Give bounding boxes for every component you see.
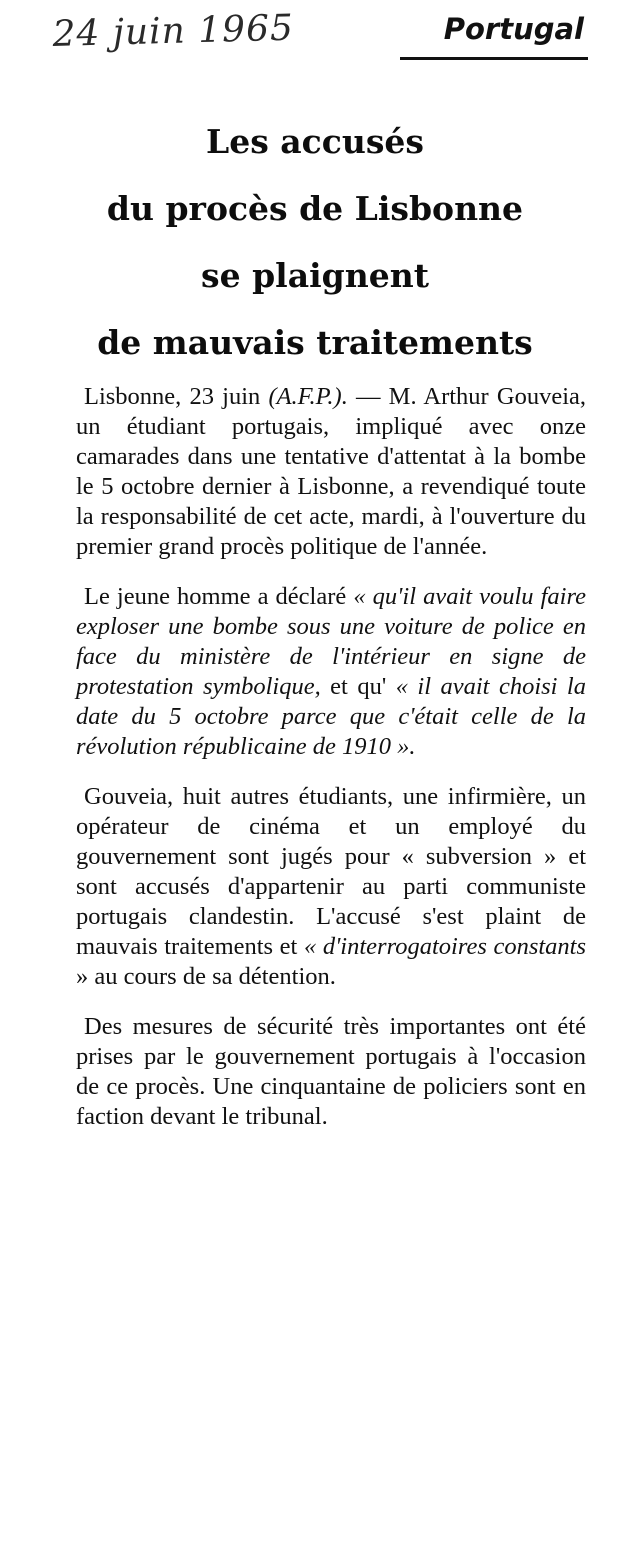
paragraph-4 (76, 1012, 586, 1132)
quote: « d'interrogatoires constants (303, 933, 586, 960)
paragraph-text: Le jeune homme a déclaré (84, 583, 354, 610)
paragraph-text: — M. Arthur Gouveia, un étudiant portugais, impliqué avec onze camarades dans une tentative d'attentat à la bombe le 5 octobre dernier à Lisbonne, a revendiqué toute la responsabilité de cet acte, mardi, à l'ouverture du premier grand procès politique de l'année. (76, 383, 587, 560)
paragraph-1 (76, 382, 586, 562)
headline-line: de mauvais traitements (97, 323, 533, 362)
paragraph-text: et qu' (320, 673, 396, 700)
headline-line: du procès de Lisbonne (106, 189, 524, 228)
agency-credit: (A.F.P.). (268, 383, 348, 410)
paragraph-text: Des mesures de sécurité très importantes ont été prises par le gouvernement portugais à l'occasion de ce procès. Une cinquantaine de policiers sont en faction devant le tribunal. (76, 1013, 586, 1130)
paragraph-text: » au cours de sa détention. (76, 963, 336, 990)
headline-line: se plaignent (201, 256, 429, 295)
quote: « il avait choisi la date du 5 octobre parce que c'était celle de la révolution républicaine de 1910 ». (76, 673, 586, 760)
section-rule (400, 57, 588, 60)
section-label: Portugal (443, 12, 584, 46)
dateline: Lisbonne, 23 juin (84, 383, 269, 410)
headline-line: Les accusés (206, 122, 424, 161)
handwritten-date: 24 juin 1965 (52, 7, 295, 55)
quote: « qu'il avait voulu faire exploser une bombe sous une voiture de police en face du ministère de l'intérieur en signe de protestation symbolique, (76, 583, 586, 700)
paragraph-text: Gouveia, huit autres étudiants, une infirmière, un opérateur de cinéma et un employé du gouvernement sont jugés pour « subversion » et sont accusés d'appartenir au parti communiste portugais clandestin. L'accusé s'est plaint de mauvais traitements et (76, 783, 586, 960)
paragraph-3 (76, 782, 586, 992)
article-body (76, 382, 586, 1152)
headline (60, 108, 570, 376)
paragraph-2 (76, 582, 586, 762)
